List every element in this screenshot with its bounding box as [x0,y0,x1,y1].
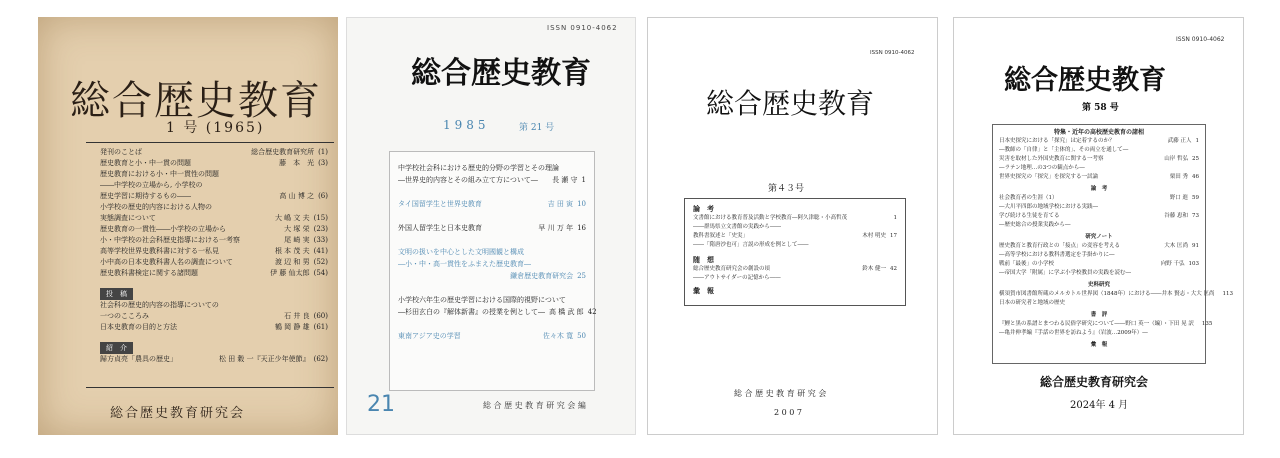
toc-entry-title: 社会教育者の生涯（1） [999,195,1058,201]
section-header: 論 考 [1090,186,1108,192]
toc-entry-title: 実態調査について [100,214,156,222]
toc-entry-author-page [1195,221,1199,230]
toc-entry [398,270,586,282]
toc-entry [999,320,1213,329]
toc-entry-author: 渡 辺 和 男 [274,258,310,266]
toc-entry-title: ―帝国大学「附属」に学ぶ小学校教員の実践を読む― [999,270,1132,276]
toc-entry-page: 16 [577,224,586,232]
toc-entry-author-page [324,169,328,180]
toc-entry-author-page [284,224,328,235]
toc-entry-title: ―大川平四郎の地域学校における実践― [999,204,1099,210]
toc-entry-author: 栗田 秀 [1169,174,1188,180]
toc-list [100,300,328,333]
toc-entry-title: 歴史教育の一貫性――小学校の立場から [100,225,226,233]
toc-entry-author: 高 橋 武 郎 [549,308,584,316]
toc-entry [398,198,586,210]
toc-entry [100,268,328,279]
toc-box [684,198,906,306]
toc-entry [693,241,897,250]
toc-entry-title: 小学校の歴史的内容における人物の [100,203,212,211]
toc-entry [398,306,597,318]
section-header: 随 想 [693,255,714,264]
toc-entry [999,251,1199,260]
toc-entry-title: 歴史教育と小・中一貫の問題 [100,159,191,167]
toc-entry-title: 横須賀市図書館所蔵のメルカトル世界図（1848年）における――井本 賢志・大大 匡尚 [999,291,1215,297]
toc-entry-author: 大木 匡尚 [1164,243,1188,249]
toc-entry-page: (3) [318,159,328,167]
toc-entry-title: 歴史学習に期待するもの―― [100,192,191,200]
toc-entry-page: (62) [313,355,328,363]
toc-entry-title: 世界史探究の「探究」を探究する一試論 [999,174,1099,180]
toc-entry-author-page [893,274,897,283]
toc-entry-author-page [582,258,586,270]
toc-entry-author-page [279,158,328,169]
toc-entry-page: 46 [1192,174,1199,180]
toc-entry-title: ――中学校の立場から, 小学校の [100,181,203,189]
toc-entry-author-page [1164,155,1199,164]
toc-entry-title: ―杉田玄白の『解体新書』の授業を例として― [398,308,545,316]
toc-entry [398,222,586,234]
issn: ISSN 0910-4062 [1176,36,1225,43]
toc-entry [100,202,328,213]
cover-issue-1[interactable] [38,17,338,435]
toc-entry-page: 1 [1195,138,1199,144]
issn: ISSN 0910-4062 [547,24,618,32]
toc-entry-title: ――アウトサイダーの記憶から―― [693,275,781,281]
toc-entry [100,213,328,224]
toc-entry [999,329,1199,338]
toc-box [992,124,1233,364]
toc-entry-author-page [275,213,328,224]
toc-entry-title: 『鯉と黒の系譜とまつわる民俗学研究について――野口 英一（編）・下田 晃 訳 [999,321,1194,327]
toc-entry-author: 吉 田 寅 [547,200,574,208]
toc-entry-page: 42 [890,266,897,272]
toc-entry [999,269,1199,278]
toc-entry [100,311,328,322]
toc-entry-title: 社会科の歴史的内容の指導についての [100,301,219,309]
toc-entry [999,173,1199,182]
toc-entry [693,214,897,223]
toc-entry [398,330,586,342]
toc-entry-title: タイ国留学生と世界史教育 [398,200,482,208]
issue-large-number: 21 [367,392,395,417]
toc-entry-page: 42 [587,308,597,316]
toc-entry-page: 1 [581,176,586,184]
section-header: 紹 介 [100,342,133,354]
toc-entry-author: 根 本 茂 夫 [274,247,310,255]
toc-entry [999,299,1199,308]
toc-entry-author-page [893,223,897,232]
toc-entry [100,191,328,202]
toc-entry-title: 日本史教育の目的と方法 [100,323,177,331]
toc-entry [693,265,897,274]
section-header: 論 考 [693,204,714,213]
toc-entry-author: 大 塚 栄 [284,225,310,233]
toc-entry-title: 小中高の日本史教科書人名の調査について [100,258,233,266]
toc-entry-author-page [219,354,328,365]
toc-entry-page: 59 [1192,195,1199,201]
toc-entry-title: ――群馬県立文書館の実践から―― [693,224,782,230]
toc-entry-author: 藤 本 光 [279,159,315,167]
toc-entry-author-page [1195,146,1199,155]
toc-box [86,142,334,388]
toc-entry-author: 山岸 哲弘 [1164,156,1188,162]
toc-entry-author-page [582,162,586,174]
toc-entry [999,146,1199,155]
toc-entry-page: (60) [313,312,328,320]
toc-entry-author: 高 山 博 之 [279,192,315,200]
toc-entry [100,224,328,235]
toc-entry-page: (54) [313,269,328,277]
toc-entry-author-page [324,300,328,311]
toc-entry [398,258,586,270]
toc-entry [100,158,328,169]
toc-entry-title: 発刊のことば [100,148,142,156]
cover-title: 総合歴史教育 [706,87,875,120]
toc-entry-author-page [890,214,898,223]
issn: ISSN 0910-4062 [870,50,915,56]
toc-list [100,354,328,365]
toc-entry-title: 歴史教科書検定に関する諸問題 [100,269,198,277]
toc-entry-page: 17 [890,233,897,239]
toc-entry-title: 教科書叙述と「史実」 [693,233,749,239]
toc-entry [100,235,328,246]
toc-entry-author-page [1195,269,1199,278]
toc-entry-page: (52) [313,258,328,266]
toc-entry [100,354,328,365]
publisher: 総 合 歴 史 教 育 研 究 会 [734,389,827,398]
toc-entry-author: 長 瀬 守 [552,176,578,184]
toc-entry-title: ―亀井伸孝編『手話の世界を訪ねよう』（岩波…2009年）― [999,330,1148,336]
cover-title: 総合歴史教育 [411,56,591,91]
toc-entry-author-page [1195,251,1199,260]
toc-entry-page: 50 [577,332,586,340]
toc-entry [693,223,897,232]
cover-title: 総合歴史教育 [70,78,322,124]
toc-entry-title: 東南アジア史の学習 [398,332,461,340]
toc-entry [999,164,1199,173]
toc-entry-author: 武藤 正人 [1167,138,1192,144]
toc-entry [999,203,1199,212]
toc-entry [100,180,328,191]
year: 1985 [443,118,490,132]
toc-entry-author-page [549,306,597,318]
toc-entry-title: 一つのこころみ [100,312,149,320]
toc-entry [100,169,328,180]
toc-entry-page: (6) [318,192,328,200]
section-header: 彙 報 [693,286,714,295]
toc-entry-page: 1 [893,215,897,221]
toc-entry-author: 鈴木 健一 [862,266,886,272]
issue-number: 1 号 (1965) [166,120,265,136]
toc-entry-page: 25 [577,272,586,280]
toc-entry-title: ―高等学校における教科書選定を手掛かりに― [999,252,1115,258]
publisher: 総合歴史教育研究会 [1040,375,1149,389]
toc-entry-author-page [1161,260,1199,269]
feature-heading: 特集・近年の高校歴史教育の諸相 [1053,129,1144,136]
toc-entry-page: 103 [1188,261,1199,267]
cover-issue-21[interactable] [346,17,636,435]
toc-entry [398,162,586,174]
toc-list [999,242,1199,278]
toc-entry [100,322,328,333]
toc-entry-author-page [893,241,897,250]
toc-entry-author-page [1198,320,1213,329]
toc-entry-title: 中学校社会科における歴史的分野の学習とその理論 [398,164,559,172]
toc-entry-page: (33) [313,236,328,244]
toc-entry-page: 113 [1222,291,1233,297]
toc-entry-page: (15) [313,214,328,222]
toc-entry-author-page [1219,290,1234,299]
toc-entry-title: 歸方貞亮「農具の歴史」 [100,355,177,363]
toc-entry-author-page [538,222,586,234]
toc-entry-author: 大 嶋 文 夫 [274,214,310,222]
toc-entry [398,174,586,186]
toc-entry-author-page [324,202,328,213]
toc-list [693,214,897,250]
toc-entry-title: ――「隋唐沙也可」言説の形成を例として―― [693,242,809,248]
toc-entry-author-page [324,180,328,191]
toc-entry-page: 73 [1192,213,1199,219]
cover-issue-43[interactable] [647,17,938,435]
toc-entry [100,300,328,311]
toc-entry-title: 学び続ける生徒を育てる [999,213,1060,219]
toc-entry-page: (61) [313,323,328,331]
toc-entry-page: (41) [313,247,328,255]
toc-entry-author: 早 川 万 年 [538,224,574,232]
toc-entry [999,155,1199,164]
toc-entry-author-page [279,191,328,202]
toc-entry [999,137,1199,146]
toc-entry-author-page [275,257,328,268]
toc-entry-author-page [270,268,328,279]
toc-entry-author: 向野 千弘 [1160,261,1185,267]
toc-entry-author-page [862,232,897,241]
toc-entry-page: (1) [318,148,328,156]
toc-entry-title: 外国人留学生と日本史教育 [398,224,482,232]
toc-entry-page: 25 [1192,156,1199,162]
toc-entry-author: 伊 藤 仙太郎 [270,269,310,277]
toc-entry-author: 石 井 良 [284,312,310,320]
toc-entry-page: 10 [577,200,586,208]
toc-entry-title: 高等学校世界史教科書に対する一私見 [100,247,219,255]
toc-entry [693,232,897,241]
toc-entry [100,257,328,268]
toc-entry-author: 木村 明史 [862,233,886,239]
toc-entry [999,194,1199,203]
toc-entry [693,274,897,283]
toc-entry-author-page [862,265,897,274]
toc-entry-author-page [1168,137,1199,146]
toc-entry-author: 総合歴史教育研究所 [251,148,315,156]
toc-entry-author-page [552,174,586,186]
toc-entry-author-page [1164,242,1199,251]
toc-list [999,290,1233,308]
toc-entry-author-page [1170,173,1199,182]
toc-entry-title: ―歴史総合の授業実践から― [999,222,1071,228]
toc-entry-author-page [1170,194,1199,203]
toc-entry-title: ―世界史的内容とその組み立て方について― [398,176,538,184]
toc-entry-title: 日本史探究における「探究」は定着するのか？ [999,138,1115,144]
cover-issue-58[interactable] [953,17,1244,435]
toc-entry-title: ―小・中・高一貫性をふまえた歴史教育― [398,260,531,268]
toc-entry [999,242,1199,251]
toc-entry-title: 文書館における教育普及活動と学校教育―阿久津聡・小高哲茂 [693,215,848,221]
toc-entry-author: 鶴 岡 静 雄 [274,323,310,331]
toc-entry-author-page [284,235,328,246]
issue-number: 第 58 号 [1082,103,1119,113]
cover-title: 総合歴史教育 [1004,65,1166,96]
toc-entry [100,246,328,257]
toc-entry-title: 総合歴史教育研究会の創設の頃 [693,266,771,272]
toc-entry-author: 松 田 穀 一『天正少年使節』 [218,355,310,363]
toc-list [999,137,1199,182]
toc-entry-author-page [251,147,328,158]
toc-entry [100,147,328,158]
toc-entry-author-page [543,330,586,342]
toc-entry-author-page [582,294,586,306]
date: 2024年 4 月 [1070,400,1129,411]
toc-entry-author-page [275,246,328,257]
toc-entry-page: 135 [1201,321,1213,327]
toc-entry-author-page [1195,329,1199,338]
toc-entry-title: ―ラテン地理…の3つの観点から― [999,165,1085,171]
toc-entry-author-page [1195,299,1199,308]
toc-entry-page: 91 [1192,243,1199,249]
toc-entry-author-page [510,270,586,282]
toc-entry-title: 戦前「最後」の小学校 [999,261,1055,267]
toc-entry-page: (23) [313,225,328,233]
publisher: 総合歴史教育研究会 [110,406,246,421]
toc-entry-author: 尾 崎 実 [284,236,310,244]
toc-entry-title: 小学校六年生の歴史学習における国際的視野について [398,296,566,304]
toc-entry-author-page [275,322,328,333]
toc-entry [398,294,586,306]
toc-entry [398,246,586,258]
toc-entry-author-page [1164,212,1199,221]
toc-entry [999,212,1199,221]
toc-entry-author: 鎌倉歴史教育研究会 [510,272,574,280]
toc-list [398,162,597,342]
year: 2 0 0 7 [774,408,802,417]
toc-entry-author-page [548,198,586,210]
section-header: 書 評 [1090,312,1108,318]
toc-entry-title: ―教師の「自律」と「主体的」、その両立を通して― [999,147,1129,153]
toc-entry-author-page [1195,203,1199,212]
toc-entry [999,290,1233,299]
toc-list [693,265,897,283]
section-header: 投 稿 [100,288,133,300]
toc-entry-title: 文明の扱いを中心とした文明國観と構成 [398,248,524,256]
issue-number: 第 21 号 [519,123,555,133]
toc-entry-title: 歴史教育における小・中一貫性の問題 [100,170,219,178]
toc-entry-author-page [284,311,328,322]
toc-list [999,194,1199,230]
toc-entry-title: 歴史教育と教育行政との「接点」の変容を考える [999,243,1121,249]
toc-entry-author-page [582,246,586,258]
toc-entry [999,260,1199,269]
toc-list [999,320,1213,338]
toc-entry-author: 谷藤 恵和 [1164,213,1188,219]
toc-entry [999,221,1199,230]
toc-entry-author: 佐々木 寛 [542,332,574,340]
toc-list [100,147,328,279]
toc-box [389,151,595,391]
toc-entry-author-page [1195,164,1199,173]
issue-number: 第４３号 [768,184,805,194]
toc-entry-title: 小・中学校の社会科歴史指導における一考察 [100,236,240,244]
section-header: 彙 報 [1090,342,1108,348]
section-header: 研究ノート [1085,234,1113,240]
toc-entry-title: 日本の研究者と地域の歴史 [999,300,1066,306]
toc-entry-title: 災害を取材した外国史教育に関する一考察 [999,156,1104,162]
section-header: 史料研究 [1087,282,1110,288]
publisher: 総 合 歴 史 教 育 研 究 会 編 [483,401,586,410]
toc-entry-author: 野口 進 [1169,195,1188,201]
